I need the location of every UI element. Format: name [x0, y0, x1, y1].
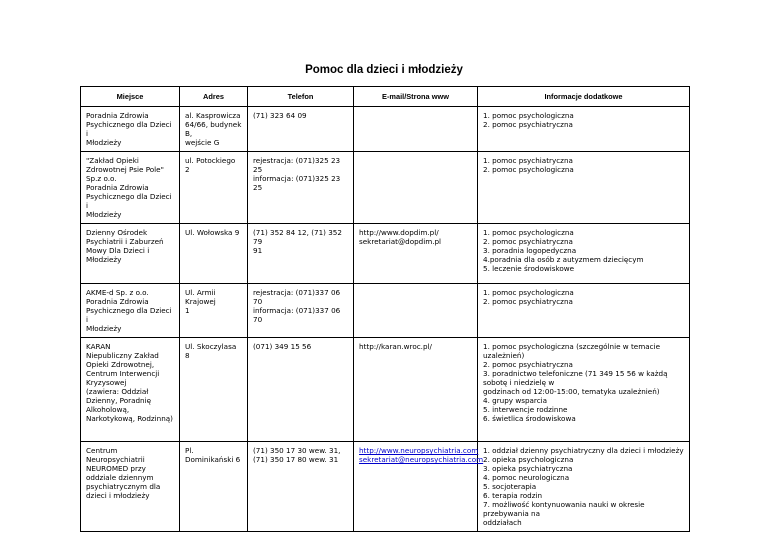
cell-web: http://www.dopdim.pl/ sekretariat@dopdim.pl — [354, 224, 478, 284]
cell-place: "Zakład Opieki Zdrowotnej Psie Pole" Sp.z o.o. Poradnia Zdrowia Psychicznego dla Dzieci i Młodzieży — [81, 152, 180, 224]
table-row — [81, 284, 690, 338]
help-table — [80, 86, 690, 532]
cell-address: Pl. Dominikański 6 — [180, 442, 248, 532]
cell-place: KARAN Niepubliczny Zakład Opieki Zdrowotnej, Centrum Interwencji Kryzysowej (zawiera: Oddział Dzienny, Poradnię Alkoholową, Narkotykową, Rodzinną) — [81, 338, 180, 442]
cell-info: 1. pomoc psychologiczna 2. pomoc psychiatryczna — [478, 107, 690, 152]
cell-web — [354, 152, 478, 224]
cell-phone: (71) 350 17 30 wew. 31, (71) 350 17 80 wew. 31 — [248, 442, 354, 532]
table-row — [81, 107, 690, 152]
cell-phone: rejestracja: (071)337 06 70 informacja: (071)337 06 70 — [248, 284, 354, 338]
cell-phone: (71) 352 84 12, (71) 352 79 91 — [248, 224, 354, 284]
cell-info: 1. pomoc psychiatryczna 2. pomoc psychologiczna — [478, 152, 690, 224]
table-row — [81, 338, 690, 442]
cell-place: Dzienny Ośrodek Psychiatrii i Zaburzeń Mowy Dla Dzieci i Młodzieży — [81, 224, 180, 284]
table-row — [81, 442, 690, 532]
cell-address: Ul. Skoczylasa 8 — [180, 338, 248, 442]
cell-address: ul. Potockiego 2 — [180, 152, 248, 224]
cell-place: Centrum Neuropsychiatrii NEUROMED przy oddziale dziennym psychiatrycznym dla dzieci i młodzieży — [81, 442, 180, 532]
cell-address: Ul. Wołowska 9 — [180, 224, 248, 284]
col-header-web: E-mail/Strona www — [354, 87, 478, 107]
col-header-info: Informacje dodatkowe — [478, 87, 690, 107]
cell-place: AKME-d Sp. z o.o. Poradnia Zdrowia Psychicznego dla Dzieci i Młodzieży — [81, 284, 180, 338]
col-header-place: Miejsce — [81, 87, 180, 107]
cell-info: 1. pomoc psychologiczna (szczególnie w temacie uzależnień) 2. pomoc psychiatryczna 3. poradnictwo telefoniczne (71 349 15 56 w każdą sobotę i niedzielę w godzinach od 12:00-15:00, tematyka uzależnień) 4. grupy wsparcia 5. interwencje rodzinne 6. świetlica środowiskowa — [478, 338, 690, 442]
col-header-phone: Telefon — [248, 87, 354, 107]
email-link[interactable]: sekretariat@neuropsychiatria.com — [359, 455, 484, 464]
page-title: Pomoc dla dzieci i młodzieży — [305, 64, 463, 76]
cell-web — [354, 442, 484, 532]
col-header-address: Adres — [180, 87, 248, 107]
cell-info: 1. pomoc psychologiczna 2. pomoc psychiatryczna 3. poradnia logopedyczna 4.poradnia dla osób z autyzmem dziecięcym 5. leczenie środowiskowe — [478, 224, 690, 284]
cell-web: http://karan.wroc.pl/ — [354, 338, 478, 442]
website-link[interactable]: http://www.neuropsychiatria.com — [359, 446, 479, 455]
cell-phone: (71) 323 64 09 — [248, 107, 354, 152]
cell-phone: (071) 349 15 56 — [248, 338, 354, 442]
cell-info: 1. pomoc psychologiczna 2. pomoc psychiatryczna — [478, 284, 690, 338]
header-row — [81, 87, 690, 107]
cell-address: al. Kasprowicza 64/66, budynek B, wejście G — [180, 107, 248, 152]
cell-info: 1. oddział dzienny psychiatryczny dla dzieci i młodzieży 2. opieka psychologiczna 3. opieka psychiatryczna 4. pomoc neurologiczna 5. socjoterapia 6. terapia rodzin 7. możliwość kontynuowania nauki w okresie przebywania na oddziałach — [478, 442, 690, 532]
cell-phone: rejestracja: (071)325 23 25 informacja: (071)325 23 25 — [248, 152, 354, 224]
cell-address: Ul. Armii Krajowej 1 — [180, 284, 248, 338]
cell-web — [354, 284, 478, 338]
cell-place: Poradnia Zdrowia Psychicznego dla Dzieci i Młodzieży — [81, 107, 180, 152]
cell-web — [354, 107, 478, 152]
table-row — [81, 224, 690, 284]
table-row — [81, 152, 690, 224]
